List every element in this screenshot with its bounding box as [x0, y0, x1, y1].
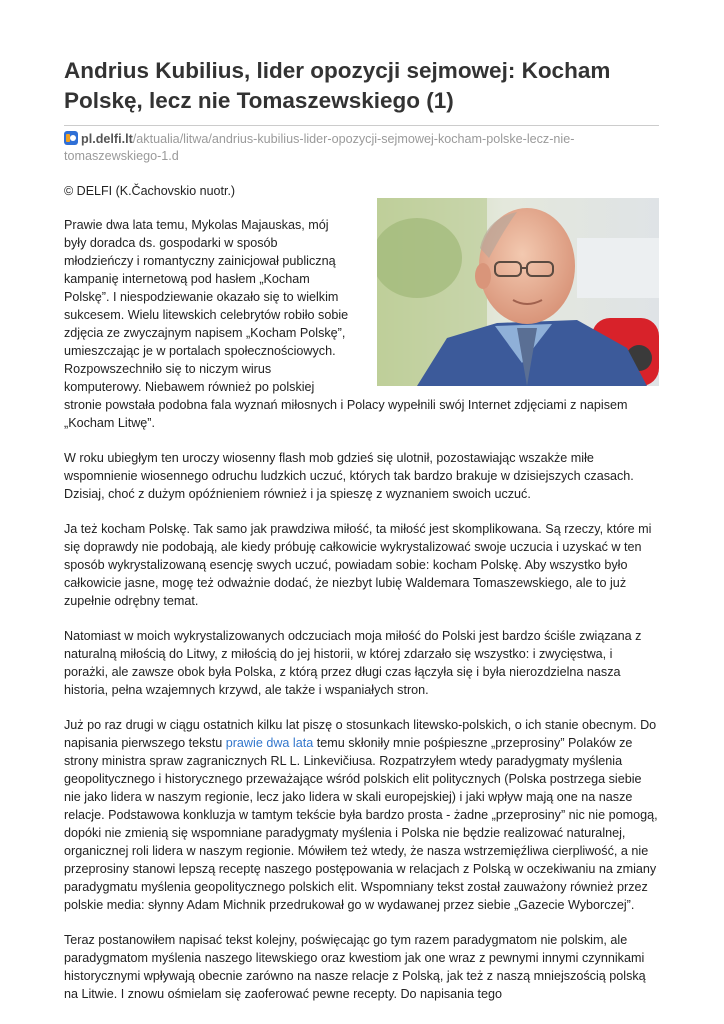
- paragraph-5-text-start: Już po raz drugi w ciągu ostatnich kilku lat piszę o stosunkach litewsko-polskich, o ich stanie obecnym. Do napisania pierwszego tekstu: [64, 718, 657, 750]
- photo-caption: © DELFI (K.Čachovskio nuotr.): [64, 184, 236, 198]
- paragraph-1: [64, 216, 660, 432]
- photo-spacer: [360, 216, 660, 390]
- article-title: Andrius Kubilius, lider opozycji sejmowej: Kocham Polskę, lecz nie Tomaszewskiego (1): [64, 58, 611, 113]
- delfi-logo-icon: [64, 131, 78, 145]
- paragraph-5-text-end: temu skłoniły mnie pośpieszne „przeprosiny” Polaków ze strony ministra spraw zagranicznych RL L. Linkevičiusa. Rozpatrzyłem wtedy paradygmaty myślenia geopolitycznego i historycznego przeważające wśród polskich elit politycznych (Polska postrzega siebie nie jako lidera w naszym regionie, lecz jako lidera w skali europejskiej) i jaki wpływ mają one na nasze relacje. Podstawowa konkluzja w tamtym tekście była bardzo prosta - żadne „przeprosiny” nic nie pomogą, dopóki nie zmienią się wspomniane paradygmaty myślenia i Polska nie będzie realizować naturalnej, organicznej roli lidera w naszym regionie. Mówiłem też wtedy, że nasza wstrzemięźliwa cierpliwość, a nie przeprosiny stanowi lepszą receptę naszego postępowania w relacjach z Polską w oczekiwaniu na zmiany paradygmatu myślenia geopolitycznego polskich elit. Wspomniany tekst został zauważony również przez polskie media: słynny Adam Michnik przedrukował go w wydawanej przez siebie „Gazecie Wyborczej”.: [64, 736, 658, 912]
- source-path[interactable]: /aktualia/litwa/andrius-kubilius-lider-opozycji-sejmowej-kocham-polske-lecz-nie-tomaszewskiego-1.d: [64, 132, 575, 163]
- paragraph-2: W roku ubiegłym ten uroczy wiosenny flash mob gdzieś się ulotnił, pozostawiając wszakże miłe wspomnienie wiosennego odruchu ludzkich uczuć, których tak bardzo brakuje w dzisiejszych czasach. Dzisiaj, choć z dużym opóźnieniem również i ja spieszę z wyznaniem swoich uczuć.: [64, 451, 634, 501]
- paragraph-5: [64, 716, 660, 914]
- article-body: [64, 216, 660, 1020]
- previous-article-link[interactable]: prawie dwa lata: [225, 736, 314, 750]
- paragraph-1-text: Prawie dwa lata temu, Mykolas Majauskas, mój były doradca ds. gospodarki w sposób młodzieńczy i romantyczny zainicjował publiczną kampanię internetową pod hasłem „Kocham Polskę”. I niespodziewanie okazało się to wielkim sukcesem. Wielu litewskich celebrytów robiło sobie zdjęcia ze zwyczajnym napisem „Kocham Polskę”, umieszczając je w portalach społecznościowych. Rozpowszechniło się to niczym wirus komputerowy. Niebawem również po polskiej stronie powstała podobna fala wyznań miłosnych i Polacy wypełnili swój Internet zdjęciami z napisem „Kocham Litwę”.: [64, 218, 628, 430]
- source-site[interactable]: pl.delfi.lt: [81, 132, 133, 146]
- paragraph-6: Teraz postanowiłem napisać tekst kolejny, poświęcając go tym razem paradygmatom nie polskim, ale paradygmatom myślenia naszego litewskiego oraz kwestiom jak one wraz z pewnymi innymi czynnikami historycznymi wpływają obecnie zarówno na nasze relacje z Polską, jak też z naszą mniejszością polską na Litwie. I znowu ośmielam się zaoferować pewne recepty. Do napisania tego: [64, 933, 646, 1001]
- title-divider: [64, 125, 659, 126]
- paragraph-3: Ja też kocham Polskę. Tak samo jak prawdziwa miłość, ta miłość jest skomplikowana. Są rzeczy, które mi się doprawdy nie podobają, ale kiedy próbuję całkowicie wykrystalizować swoje uczucia i uzyskać w ten sposób wykrystalizowaną esencję swych uczuć, powiadam sobie: kocham Polskę. Aby wszystko było całkowicie jasne, mogę też odważnie dodać, że niezbyt lubię Waldemara Tomaszewskiego, ale to już zupełnie odrębny temat.: [64, 522, 652, 608]
- paragraph-4: Natomiast w moich wykrystalizowanych odczuciach moja miłość do Polski jest bardzo ściśle związana z naturalną miłością do Litwy, z miłością do jej historii, w której zdarzało się wszystko: i zwycięstwa, i porażki, ale zawsze obok była Polska, z którą przez długi czas łączyła się i była nierozdzielna nasza historia, pełna wzajemnych krzywd, ale także i wspaniałych stron.: [64, 629, 642, 697]
- source-url[interactable]: [64, 131, 624, 165]
